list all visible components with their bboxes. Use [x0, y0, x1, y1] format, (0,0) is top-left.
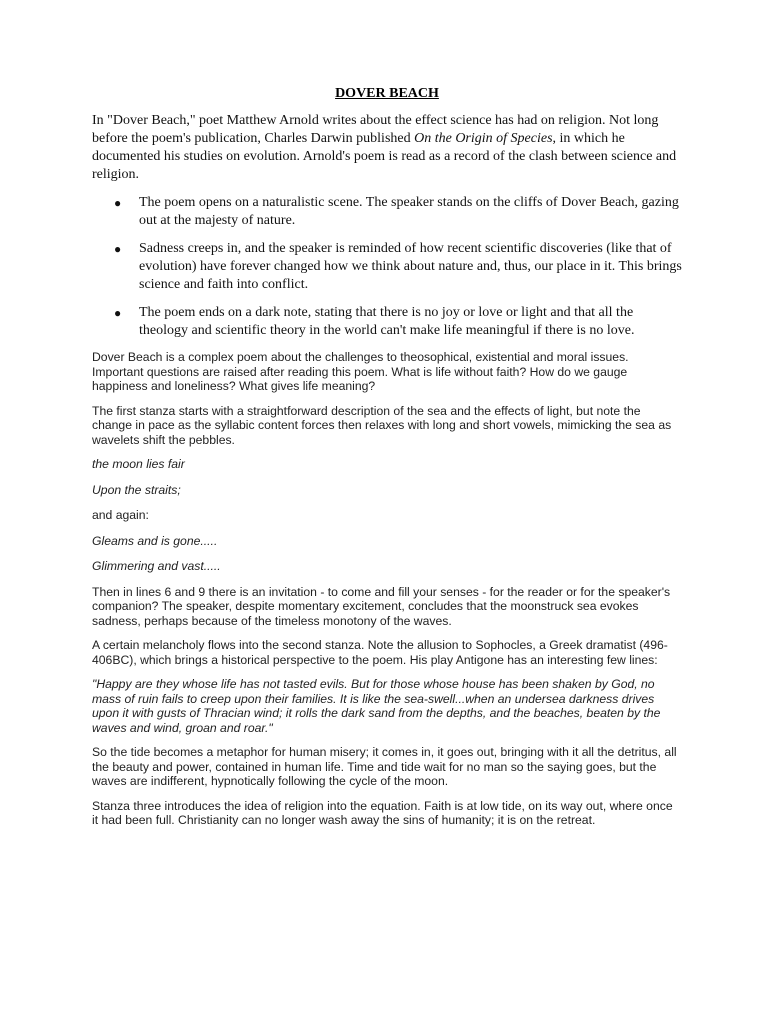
paragraph-invitation: Then in lines 6 and 9 there is an invitation - to come and fill your senses - for the reader or for the speaker's companion? The speaker, despite momentary excitement, concludes that the moonstruck sea evokes sadness, perhaps because of the timeless monotony of the waves. [92, 584, 671, 628]
list-item [92, 304, 682, 340]
poem-line: Glimmering and vast..... [92, 559, 221, 573]
intro-text-before: In "Dover Beach," poet Matthew Arnold writes about the effect science has had on religion. Not long before the poem's publication, Charles Darwin published [92, 113, 659, 146]
bullet-text: The poem opens on a naturalistic scene. The speaker stands on the cliffs of Dover Beach, gazing out at the majesty of nature. [139, 195, 679, 228]
paragraph-complex-poem: Dover Beach is a complex poem about the challenges to theosophical, existential and moral issues. Important questions are raised after reading this poem. What is life without faith? How do we gauge happiness and loneliness? What gives life meaning? [92, 350, 629, 393]
list-item [92, 194, 682, 230]
poem-line: Gleams and is gone..... [92, 533, 218, 548]
bullet-icon: ● [114, 196, 122, 210]
paragraph-stanza-three: Stanza three introduces the idea of religion into the equation. Faith is at low tide, on its way out, where once it had been full. Christianity can no longer wash away the sins of humanity; it is on the retreat. [92, 798, 673, 827]
list-item [92, 240, 682, 294]
intro-paragraph [92, 112, 682, 184]
sophocles-quote: "Happy are they whose life has not tasted evils. But for those whose house has been shaken by God, no mass of ruin fails to creep upon their families. It is like the sea-swell...when an undersea darkness drives upon it with gusts of Thracian wind; it rolls the dark sand from the depths, and the beaches, beaten by the waves and wind, groan and roar." [92, 677, 661, 735]
paragraph-first-stanza: The first stanza starts with a straightforward description of the sea and the effects of light, but note the change in pace as the syllabic content forces then relaxes with long and short vowels, mimicking the sea as wavelets shift the pebbles. [92, 403, 672, 447]
bullet-icon: ● [114, 306, 122, 320]
paragraph-second-stanza: A certain melancholy flows into the second stanza. Note the allusion to Sophocles, a Greek dramatist (496-406BC), which brings a historical perspective to the poem. His play Antigone has an interesting few lines: [92, 638, 668, 667]
book-title: On the Origin of Species [414, 131, 553, 146]
bullet-list [92, 194, 682, 340]
document-page [92, 86, 682, 838]
poem-line: the moon lies fair [92, 457, 185, 471]
and-again-text: and again: [92, 508, 149, 522]
paragraph-tide-metaphor: So the tide becomes a metaphor for human misery; it comes in, it goes out, bringing with it all the detritus, all the beauty and power, contained in human life. Time and tide wait for no man so the saying goes, but the waves are indifferent, hypnotically following the cycle of the moon. [92, 745, 677, 788]
bullet-text: The poem ends on a dark note, stating that there is no joy or love or light and that all the theology and scientific theory in the world can't make life meaningful if there is no love. [139, 305, 635, 338]
intro-text-after: , in which he documented his studies on evolution. Arnold's poem is read as a record of the clash between science and religion. [92, 131, 677, 182]
bullet-icon: ● [114, 242, 122, 256]
page-title: DOVER BEACH [335, 86, 439, 101]
poem-line: Upon the straits; [92, 482, 181, 497]
bullet-text: Sadness creeps in, and the speaker is reminded of how recent scientific discoveries (like that of evolution) have forever changed how we think about nature and, thus, our place in it. This brings science and faith into conflict. [139, 241, 682, 292]
